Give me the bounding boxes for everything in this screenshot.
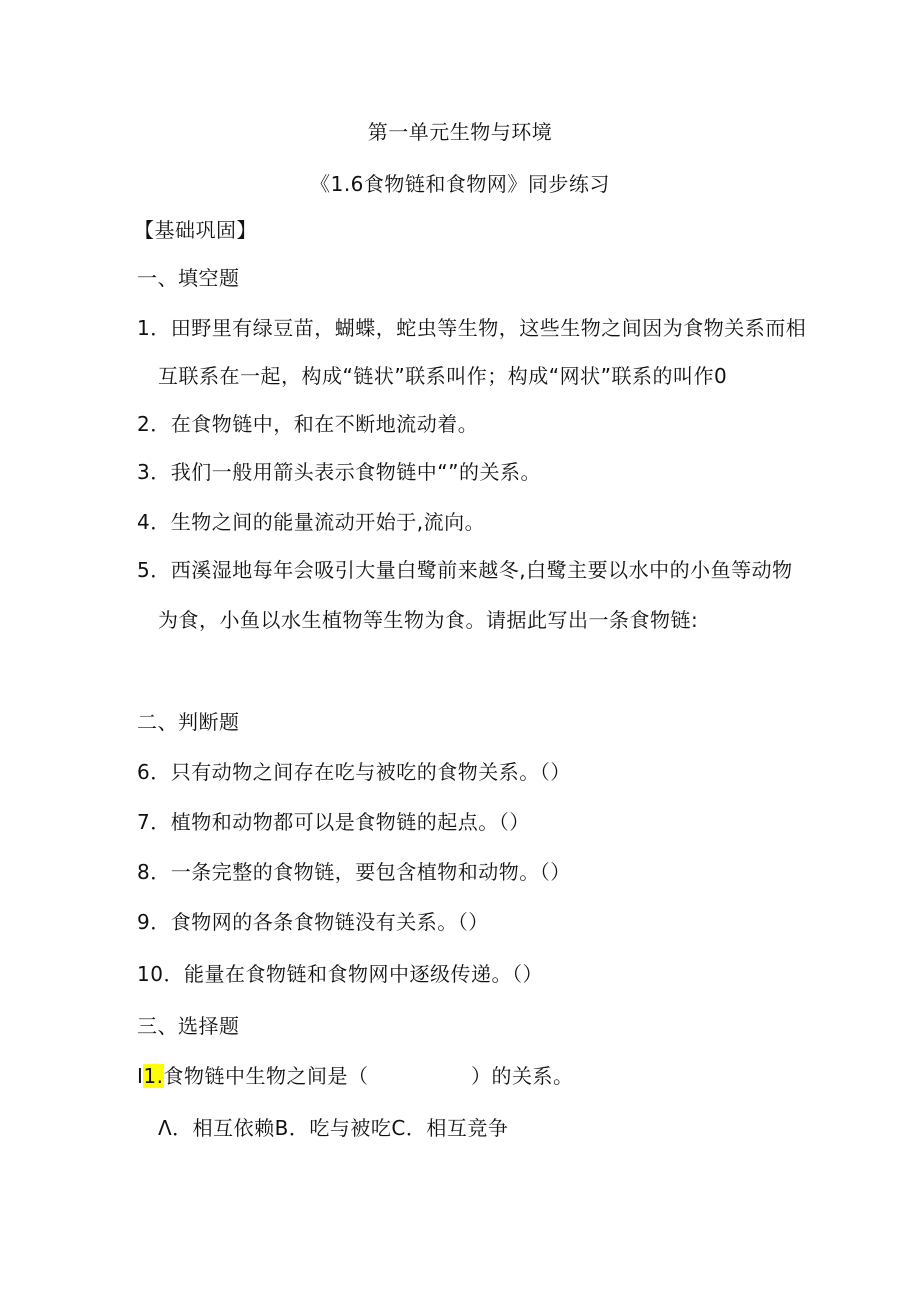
question-11 <box>137 1062 574 1090</box>
question-10: 10．能量在食物链和食物网中逐级传递。（） <box>137 962 543 986</box>
question-5-line-1: 5．西溪湿地每年会吸引大量白鹭前来越冬,白鹭主要以水中的小鱼等动物 <box>137 558 793 582</box>
choice-heading: 三、选择题 <box>137 1014 240 1038</box>
question-11-text: 食物链中生物之间是（ ）的关系。 <box>163 1064 574 1088</box>
question-6: 6．只有动物之间存在吃与被吃的食物关系。（） <box>137 760 571 784</box>
page-title: 第一单元生物与环境 <box>367 120 553 144</box>
section-label: 【基础巩固】 <box>134 218 257 242</box>
question-11-options: Λ．相互依赖B．吃与被吃C．相互竞争 <box>158 1116 509 1140</box>
question-7: 7．植物和动物都可以是食物链的起点。（） <box>137 810 530 834</box>
question-9: 9．食物网的各条食物链没有关系。（） <box>137 910 489 934</box>
question-2: 2．在食物链中，和在不断地流动着。 <box>137 412 479 436</box>
judge-heading: 二、判断题 <box>137 710 240 734</box>
question-1-line-1: 1．田野里有绿豆苗，蝴蝶，蛇虫等生物，这些生物之间因为食物关系而相 <box>137 316 807 340</box>
fill-in-heading: 一、填空题 <box>137 266 240 290</box>
question-11-number-highlight: 1. <box>143 1064 164 1088</box>
question-8: 8．一条完整的食物链，要包含植物和动物。（） <box>137 860 571 884</box>
question-5-line-2: 为食，小鱼以水生植物等生物为食。请据此写出一条食物链: <box>158 608 699 632</box>
question-1-line-2: 互联系在一起，构成“链状”联系叫作；构成“网状”联系的叫作0 <box>158 364 728 388</box>
question-4: 4．生物之间的能量流动开始于,流向。 <box>137 510 486 534</box>
question-11-prefix: I <box>137 1064 144 1088</box>
page-subtitle: 《1.6食物链和食物网》同步练习 <box>310 172 610 196</box>
question-3: 3．我们一般用箭头表示食物链中“”的关系。 <box>137 460 541 484</box>
